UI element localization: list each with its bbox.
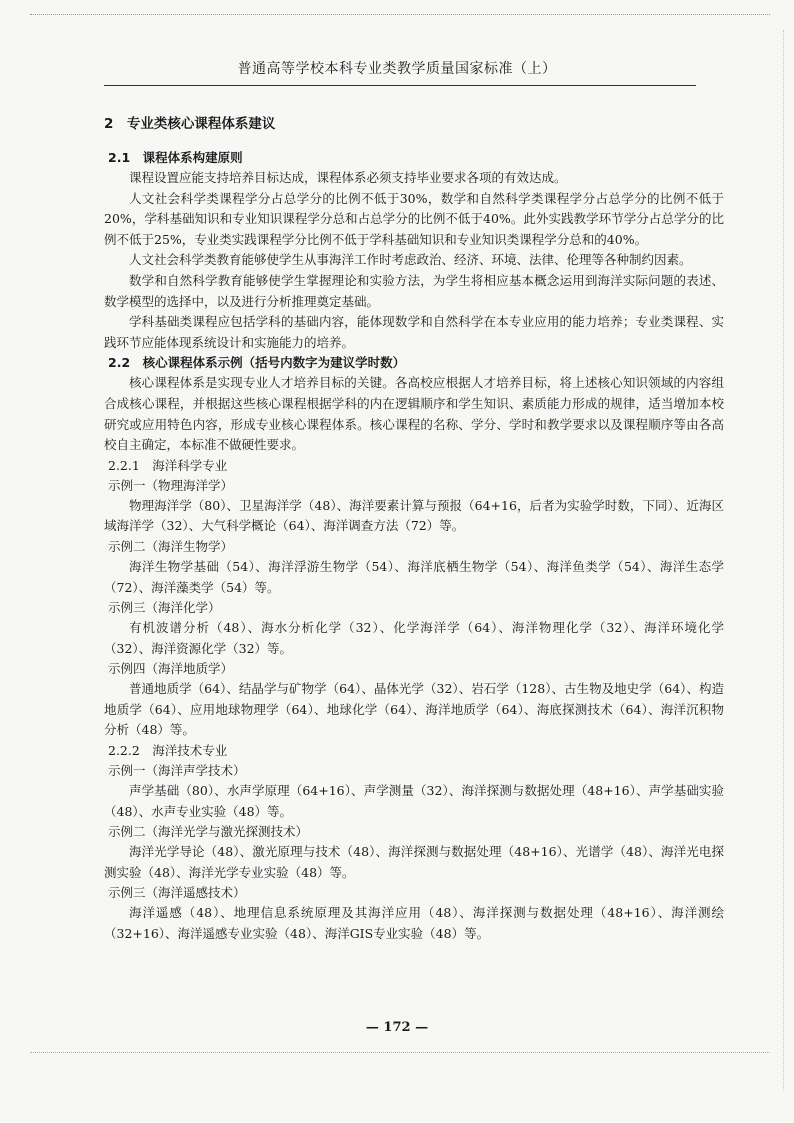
subsection-heading-2-1: 2.1 课程体系构建原则 bbox=[108, 150, 243, 165]
example-title: 示例四（海洋地质学） bbox=[108, 661, 234, 677]
subsubsection-heading-2-2-2: 2.2.2 海洋技术专业 bbox=[108, 743, 228, 759]
subsection-heading-2-2: 2.2 核心课程体系示例（括号内数字为建议学时数） bbox=[108, 355, 406, 371]
page-number: — 172 — bbox=[365, 1020, 429, 1035]
scan-edge-dots-bottom bbox=[30, 1052, 770, 1054]
example-title: 示例三（海洋化学） bbox=[108, 600, 221, 616]
section-heading: 2 专业类核心课程体系建议 bbox=[104, 116, 276, 132]
example-text: 海洋遥感（48）、地理信息系统原理及其海洋应用（48）、海洋探测与数据处理（48+16）、海洋测绘（32+16）、海洋遥感专业实验（48）、海洋GIS专业实验（48）等。 bbox=[104, 905, 724, 942]
paragraph: 课程设置应能支持培养目标达成，课程体系必须支持毕业要求各项的有效达成。 bbox=[129, 170, 567, 185]
paragraph: 核心课程体系是实现专业人才培养目标的关键。各高校应根据人才培养目标，将上述核心知识领域的内容组合成核心课程，并根据这些核心课程根据学科的内在逻辑顺序和学生知识、素质能力形成的规律，适当增加本校研究或应用特色内容，形成专业核心课程体系。核心课程的名称、学分、学时和教学要求以及课程顺序等由各高校自主确定，本标准不做硬性要求。 bbox=[104, 375, 724, 453]
example-text: 有机波谱分析（48）、海水分析化学（32）、化学海洋学（64）、海洋物理化学（32）、海洋环境化学（32）、海洋资源化学（32）等。 bbox=[104, 620, 724, 656]
example-text: 海洋生物学基础（54）、海洋浮游生物学（54）、海洋底栖生物学（54）、海洋鱼类学（54）、海洋生态学（72）、海洋藻类学（54）等。 bbox=[104, 558, 725, 595]
subsubsection-heading-2-2-1: 2.2.1 海洋科学专业 bbox=[108, 457, 228, 473]
example-text: 海洋光学导论（48）、激光原理与技术（48）、海洋探测与数据处理（48+16）、光谱学（48）、海洋光电探测实验（48）、海洋光学专业实验（48）等。 bbox=[104, 844, 724, 880]
paragraph: 人文社会科学类教育能够使学生从事海洋工作时考虑政治、经济、环境、法律、伦理等各种制约因素。 bbox=[129, 252, 692, 268]
header-rule bbox=[104, 85, 696, 86]
paragraph: 学科基础类课程应包括学科的基础内容，能体现数学和自然科学在本专业应用的能力培养；专业类课程、实践环节应能体现系统设计和实施能力的培养。 bbox=[104, 314, 724, 350]
example-title: 示例一（物理海洋学） bbox=[108, 477, 234, 493]
page-content bbox=[104, 110, 724, 945]
example-title: 示例二（海洋光学与激光探测技术） bbox=[108, 824, 309, 840]
paragraph: 人文社会科学类课程学分占总学分的比例不低于30%，数学和自然科学类课程学分占总学分的比例不低于20%，学科基础知识和专业知识课程学分总和占总学分的比例不低于40%。此外实践教学环节学分占总学分的比例不低于25%，专业类实践课程学分比例不低于学科基础知识和专业知识类课程学分总和的40%。 bbox=[104, 190, 724, 247]
example-title: 示例二（海洋生物学） bbox=[108, 538, 234, 554]
scan-edge-dots-top bbox=[30, 14, 770, 16]
example-text: 物理海洋学（80）、卫星海洋学（48）、海洋要素计算与预报（64+16，后者为实验学时数，下同）、近海区域海洋学（32）、大气科学概论（64）、海洋调查方法（72）等。 bbox=[104, 497, 724, 534]
example-title: 示例三（海洋遥感技术） bbox=[108, 885, 246, 901]
example-text: 普通地质学（64）、结晶学与矿物学（64）、晶体光学（32）、岩石学（128）、古生物及地史学（64）、构造地质学（64）、应用地球物理学（64）、地球化学（64）、海洋地质学（64）、海底探测技术（64）、海洋沉积物分析（48）等。 bbox=[104, 681, 724, 738]
running-header: 普通高等学校本科专业类教学质量国家标准（上） bbox=[237, 61, 557, 77]
example-title: 示例一（海洋声学技术） bbox=[108, 763, 246, 779]
paragraph: 数学和自然科学教育能够使学生掌握理论和实验方法，为学生将相应基本概念运用到海洋实际问题的表述、数学模型的选择中，以及进行分析推理奠定基础。 bbox=[104, 272, 724, 309]
scan-edge-dots-right bbox=[783, 30, 784, 1090]
example-text: 声学基础（80）、水声学原理（64+16）、声学测量（32）、海洋探测与数据处理（48+16）、声学基础实验（48）、水声专业实验（48）等。 bbox=[104, 783, 724, 819]
